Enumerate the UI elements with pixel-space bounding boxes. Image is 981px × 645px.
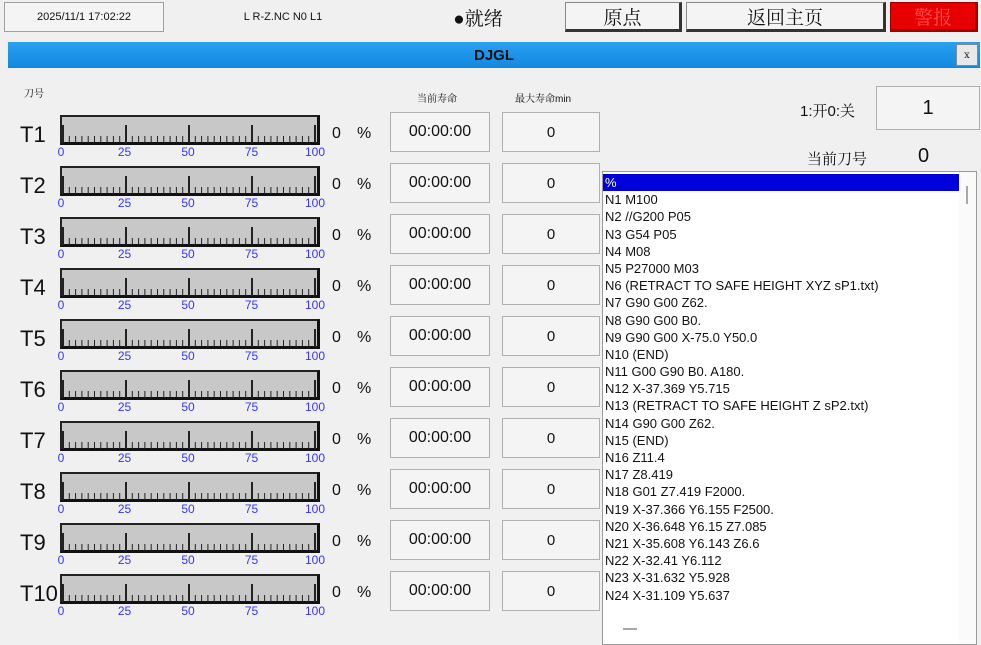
tool-life-gauge [60, 115, 320, 145]
alarm-button[interactable]: 警报 [890, 2, 978, 32]
gauge-tick-label: 25 [117, 553, 132, 567]
current-life-field: 00:00:00 [390, 367, 490, 407]
program-line[interactable]: N21 X-35.608 Y6.143 Z6.6 [605, 535, 760, 551]
max-life-input[interactable]: 0 [502, 214, 600, 254]
current-life-header: 当前寿命 [417, 94, 457, 105]
gauge-tick-label: 100 [304, 400, 326, 414]
max-life-input[interactable]: 0 [502, 367, 600, 407]
program-line[interactable]: N11 G00 G90 B0. A180. [605, 364, 745, 380]
gauge-tick-label: 0 [57, 604, 65, 618]
tool-percent-value: 0 [332, 533, 341, 550]
gauge-tick-label: 75 [244, 196, 259, 210]
datetime-display: 2025/11/1 17:02:22 [4, 2, 164, 32]
gauge-ticks [62, 576, 316, 602]
tool-row [0, 314, 600, 364]
tool-percent-value: 0 [332, 176, 341, 193]
max-life-input[interactable]: 0 [502, 571, 600, 611]
percent-sign: % [357, 125, 372, 142]
percent-sign: % [357, 533, 372, 550]
program-line[interactable]: N24 X-31.109 Y5.637 [605, 587, 730, 603]
tool-life-gauge [60, 523, 320, 553]
gauge-tick-label: 0 [57, 196, 65, 210]
percent-sign: % [357, 176, 372, 193]
gauge-tick-label: 75 [244, 145, 259, 159]
tool-row [0, 518, 600, 568]
tool-percent-value: 0 [332, 584, 341, 601]
tool-row [0, 110, 600, 160]
current-life-field: 00:00:00 [390, 316, 490, 356]
tool-life-gauge [60, 319, 320, 349]
gauge-tick-label: 0 [57, 349, 65, 363]
tool-percent-value: 0 [332, 380, 341, 397]
program-line[interactable]: N15 (END) [605, 432, 669, 448]
program-line[interactable]: N2 //G200 P05 [605, 209, 691, 225]
program-line[interactable]: N18 G01 Z7.419 F2000. [605, 484, 746, 500]
program-line-selected[interactable]: % [603, 174, 959, 191]
gauge-ticks [62, 270, 316, 296]
gauge-tick-label: 25 [117, 502, 132, 516]
gauge-tick-label: 50 [181, 553, 195, 567]
program-line[interactable]: N5 P27000 M03 [605, 260, 699, 276]
gauge-tick-label: 25 [117, 349, 132, 363]
gauge-ticks [62, 321, 316, 347]
gauge-tick-label: 0 [57, 502, 65, 516]
return-home-button[interactable]: 返回主页 [686, 2, 886, 32]
program-line[interactable]: N7 G90 G00 Z62. [605, 295, 708, 311]
current-life-field: 00:00:00 [390, 571, 490, 611]
tool-label: T4 [20, 275, 46, 300]
program-listbox[interactable] [602, 171, 977, 645]
program-line[interactable]: N17 Z8.419 [605, 467, 673, 483]
gauge-tick-label: 0 [57, 553, 65, 567]
gauge-tick-label: 0 [57, 400, 65, 414]
gauge-tick-label: 75 [244, 349, 259, 363]
gauge-tick-label: 25 [117, 145, 132, 159]
tool-percent-value: 0 [332, 227, 341, 244]
max-life-input[interactable]: 0 [502, 418, 600, 458]
onoff-label: 1:开0:关 [800, 103, 856, 120]
max-life-input[interactable]: 0 [502, 469, 600, 509]
tool-life-gauge [60, 370, 320, 400]
gauge-tick-label: 25 [117, 298, 132, 312]
program-line[interactable]: N19 X-37.366 Y6.155 F2500. [605, 501, 774, 517]
program-line[interactable]: N8 G90 G00 B0. [605, 312, 702, 328]
current-tool-label: 当前刀号 [807, 151, 868, 168]
program-status: L R-Z.NC N0 L1 [243, 11, 323, 23]
tool-label: T6 [20, 377, 46, 402]
percent-sign: % [357, 380, 372, 397]
tool-label: T3 [20, 224, 46, 249]
gauge-tick-label: 0 [57, 247, 65, 261]
program-line[interactable]: N13 (RETRACT TO SAFE HEIGHT Z sP2.txt) [605, 398, 869, 414]
origin-button[interactable]: 原点 [565, 2, 682, 32]
gauge-tick-label: 0 [57, 298, 65, 312]
gauge-ticks [62, 423, 316, 449]
gauge-tick-label: 50 [181, 196, 195, 210]
tool-label: T1 [20, 122, 46, 147]
gauge-ticks [62, 372, 316, 398]
program-line[interactable]: N20 X-36.648 Y6.15 Z7.085 [605, 518, 767, 534]
gauge-tick-label: 100 [304, 451, 326, 465]
window-title: DJGL [473, 46, 514, 64]
current-life-field: 00:00:00 [390, 469, 490, 509]
tool-row [0, 365, 600, 415]
tool-label: T8 [20, 479, 46, 504]
current-tool-value: 0 [918, 145, 930, 167]
tool-row [0, 263, 600, 313]
current-life-field: 00:00:00 [390, 418, 490, 458]
tool-life-gauge [60, 268, 320, 298]
percent-sign: % [357, 431, 372, 448]
gauge-tick-label: 50 [181, 451, 195, 465]
gauge-tick-label: 0 [57, 145, 65, 159]
tool-percent-value: 0 [332, 125, 341, 142]
program-line[interactable]: N22 X-32.41 Y6.112 [605, 553, 722, 569]
max-life-input[interactable]: 0 [502, 316, 600, 356]
gauge-ticks [62, 525, 316, 551]
max-life-header: 最大寿命min [515, 94, 572, 105]
gauge-tick-label: 75 [244, 451, 259, 465]
gauge-tick-label: 50 [181, 502, 195, 516]
tool-row [0, 467, 600, 517]
percent-sign: % [357, 227, 372, 244]
program-line[interactable]: N6 (RETRACT TO SAFE HEIGHT XYZ sP1.txt) [605, 278, 879, 294]
percent-sign: % [357, 329, 372, 346]
tool-label: T10 [20, 581, 58, 606]
gauge-tick-label: 75 [244, 400, 259, 414]
horizontal-scrollbar-thumb[interactable] [623, 628, 637, 630]
window-title-bar [8, 42, 980, 68]
gauge-tick-label: 75 [244, 604, 259, 618]
program-line[interactable]: N12 X-37.369 Y5.715 [605, 381, 730, 397]
gauge-tick-label: 100 [304, 502, 326, 516]
gauge-tick-label: 100 [304, 247, 326, 261]
tool-label: T7 [20, 428, 46, 453]
program-line[interactable]: N1 M100 [605, 192, 658, 208]
current-life-field: 00:00:00 [390, 214, 490, 254]
percent-sign: % [357, 482, 372, 499]
current-life-field: 00:00:00 [390, 520, 490, 560]
gauge-tick-label: 100 [304, 145, 326, 159]
gauge-tick-label: 75 [244, 247, 259, 261]
tool-percent-value: 0 [332, 431, 341, 448]
close-button[interactable]: x [956, 44, 978, 66]
gauge-ticks [62, 474, 316, 500]
gauge-tick-label: 50 [181, 247, 195, 261]
gauge-tick-label: 50 [181, 400, 195, 414]
gauge-tick-label: 50 [181, 145, 195, 159]
current-life-field: 00:00:00 [390, 163, 490, 203]
gauge-tick-label: 100 [304, 196, 326, 210]
max-life-input[interactable]: 0 [502, 163, 600, 203]
percent-sign: % [357, 584, 372, 601]
gauge-tick-label: 100 [304, 604, 326, 618]
gauge-tick-label: 25 [117, 451, 132, 465]
gauge-tick-label: 50 [181, 349, 195, 363]
tool-label: T2 [20, 173, 46, 198]
gauge-tick-label: 25 [117, 247, 132, 261]
gauge-tick-label: 0 [57, 451, 65, 465]
program-line[interactable]: N3 G54 P05 [605, 226, 677, 242]
gauge-ticks [62, 219, 316, 245]
tool-row [0, 212, 600, 262]
tool-percent-value: 0 [332, 329, 341, 346]
program-line[interactable]: N9 G90 G00 X-75.0 Y50.0 [605, 329, 758, 345]
tool-row [0, 161, 600, 211]
gauge-tick-label: 25 [117, 196, 132, 210]
gauge-ticks [62, 117, 316, 143]
tool-life-gauge [60, 574, 320, 604]
top-status-bar [0, 0, 981, 34]
tool-percent-value: 0 [332, 278, 341, 295]
current-life-field: 00:00:00 [390, 112, 490, 152]
tool-number-header: 刀号 [24, 89, 44, 100]
gauge-tick-label: 100 [304, 298, 326, 312]
tool-life-gauge [60, 421, 320, 451]
gauge-tick-label: 100 [304, 349, 326, 363]
percent-sign: % [357, 278, 372, 295]
gauge-tick-label: 75 [244, 553, 259, 567]
tool-percent-value: 0 [332, 482, 341, 499]
program-line[interactable]: N14 G90 G00 Z62. [605, 415, 715, 431]
onoff-input[interactable]: 1 [876, 86, 980, 130]
current-life-field: 00:00:00 [390, 265, 490, 305]
tool-row [0, 416, 600, 466]
tool-label: T9 [20, 530, 46, 555]
program-lines [603, 174, 959, 604]
max-life-input[interactable]: 0 [502, 265, 600, 305]
max-life-input[interactable]: 0 [502, 112, 600, 152]
gauge-tick-label: 25 [117, 604, 132, 618]
tool-life-gauge [60, 166, 320, 196]
tool-life-gauge [60, 217, 320, 247]
program-line[interactable]: N23 X-31.632 Y5.928 [605, 570, 730, 586]
gauge-ticks [62, 168, 316, 194]
program-line[interactable]: N16 Z11.4 [605, 450, 665, 465]
program-line[interactable]: N10 (END) [605, 346, 669, 362]
tool-row [0, 569, 600, 619]
tool-label: T5 [20, 326, 46, 351]
scrollbar-thumb[interactable] [966, 186, 968, 204]
machine-ready-status: ●就绪 [453, 8, 503, 30]
tool-life-gauge [60, 472, 320, 502]
max-life-input[interactable]: 0 [502, 520, 600, 560]
program-line[interactable]: N4 M08 [605, 243, 651, 259]
gauge-tick-label: 50 [181, 298, 195, 312]
gauge-tick-label: 100 [304, 553, 326, 567]
gauge-tick-label: 25 [117, 400, 132, 414]
vertical-scrollbar[interactable] [959, 172, 976, 644]
gauge-tick-label: 75 [244, 502, 259, 516]
gauge-tick-label: 75 [244, 298, 259, 312]
gauge-tick-label: 50 [181, 604, 195, 618]
